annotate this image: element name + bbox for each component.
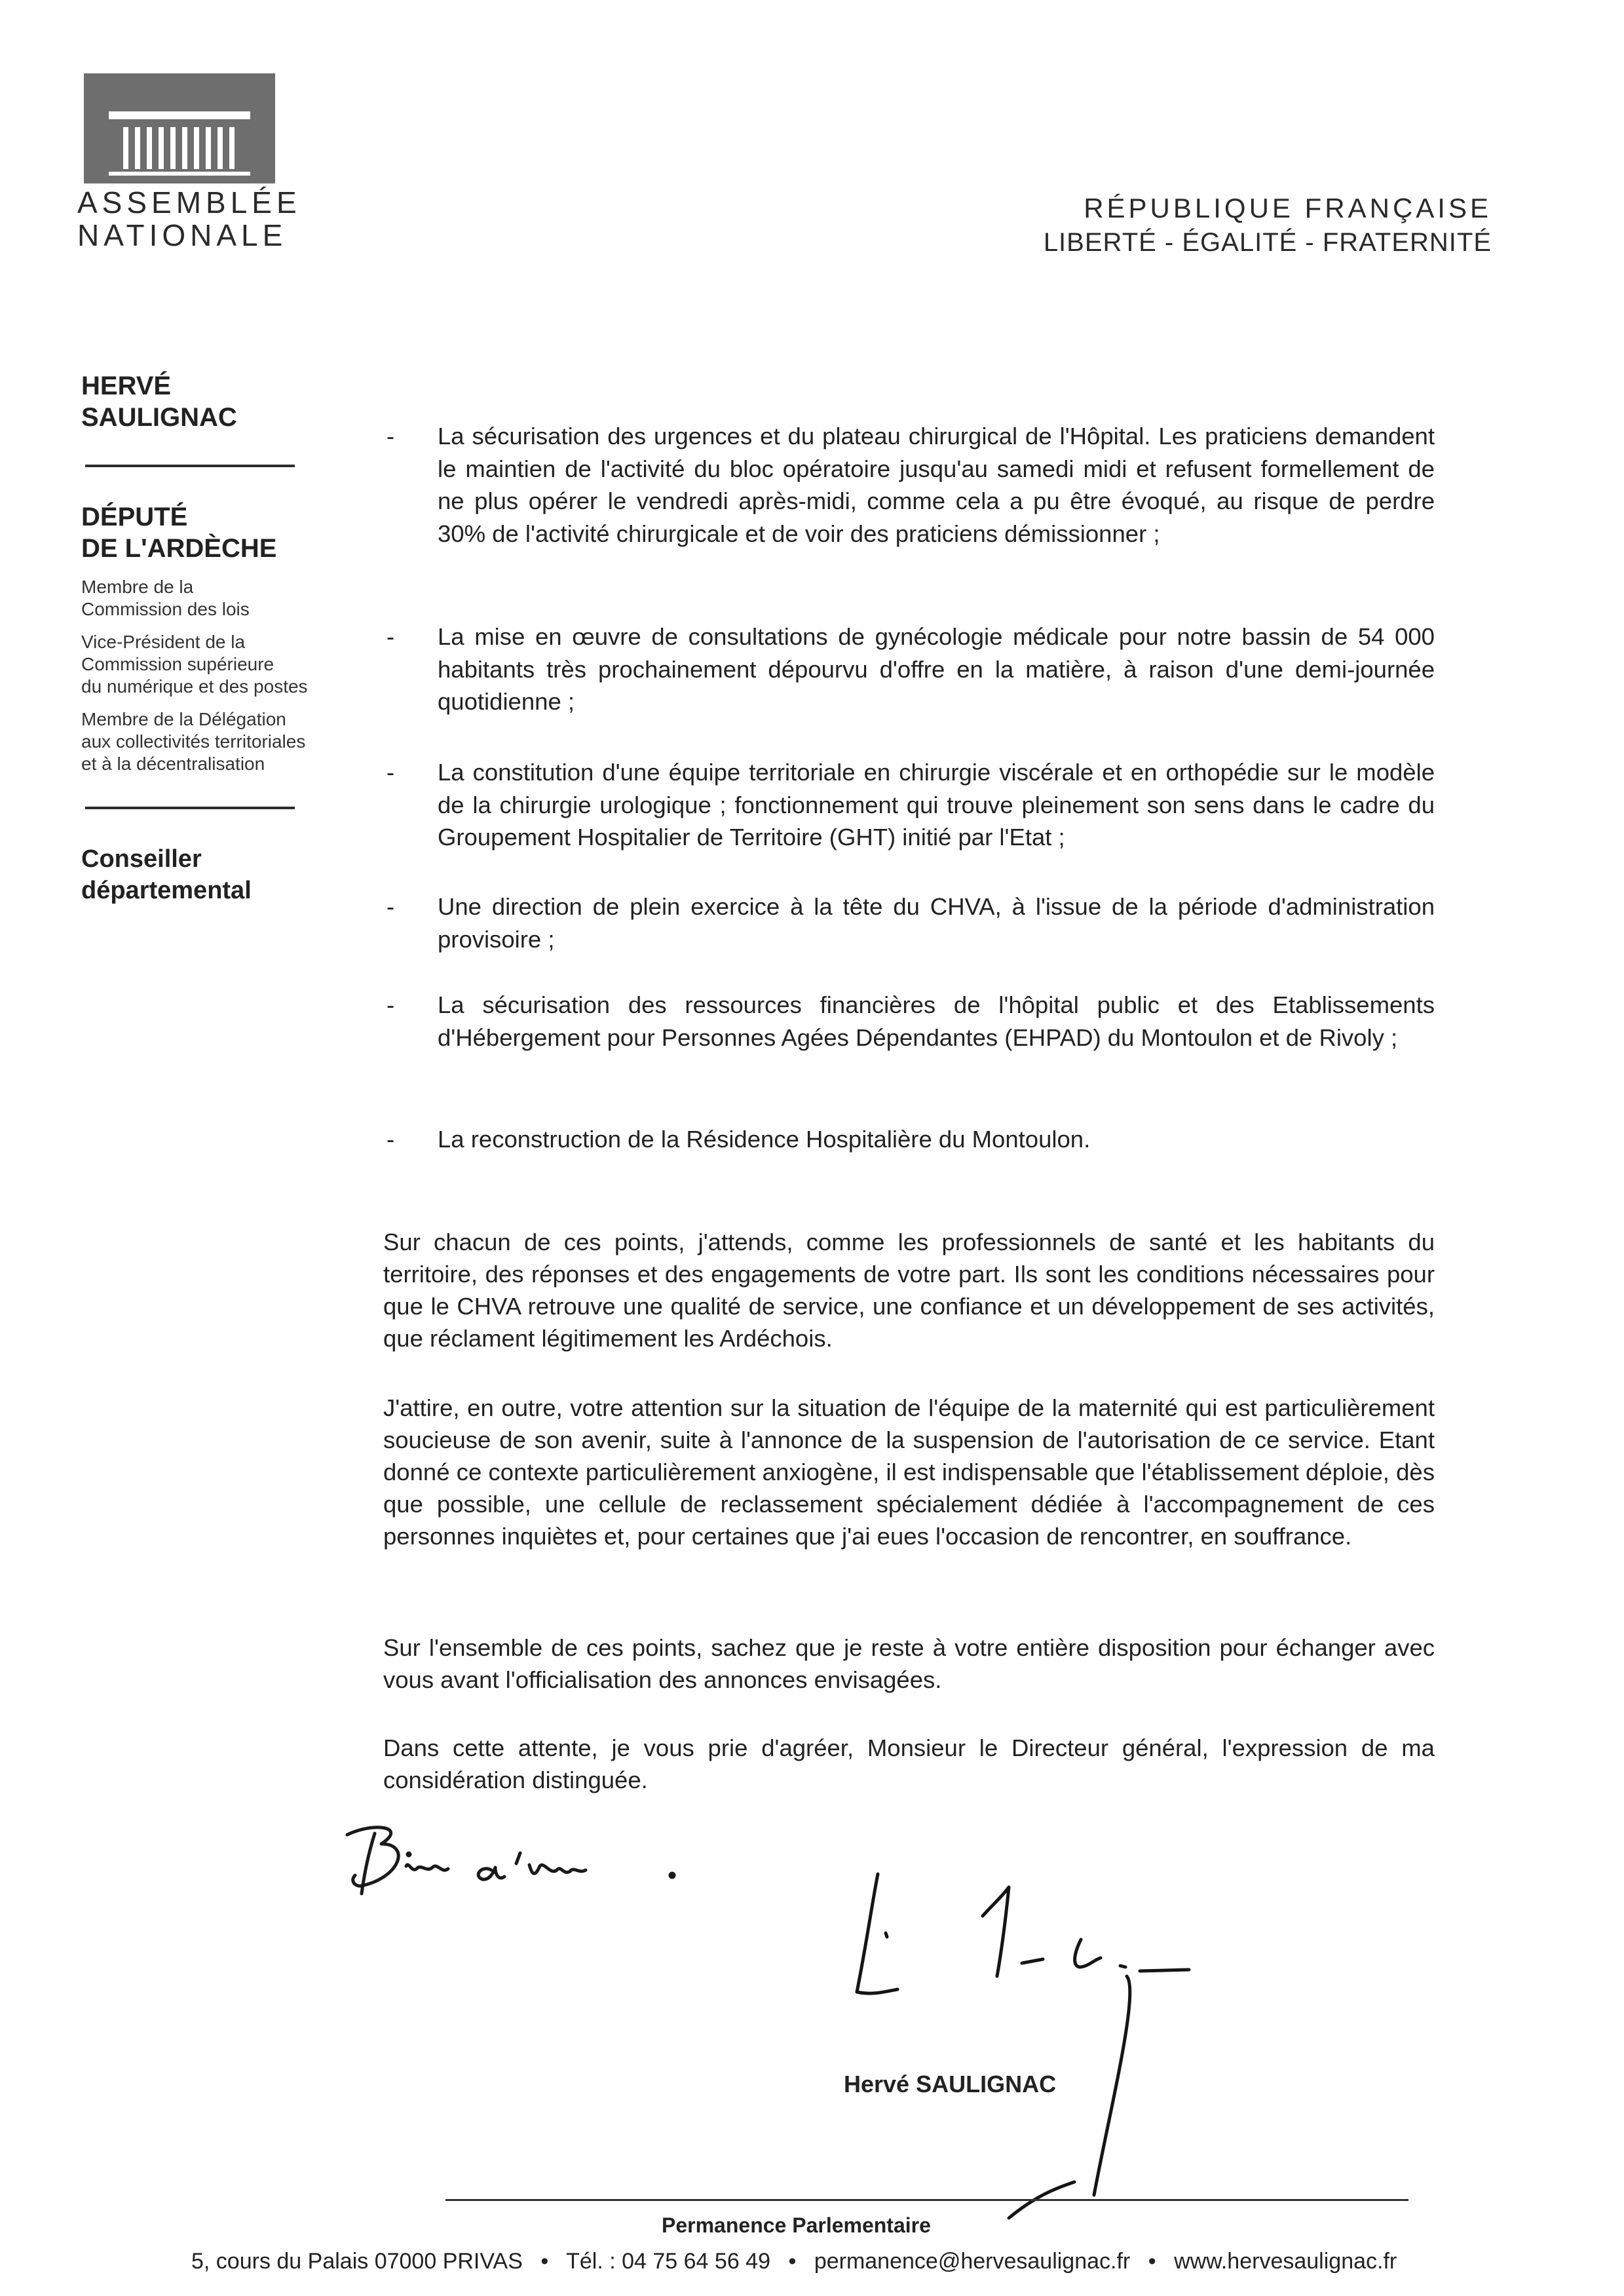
body-paragraph: J'attire, en outre, votre attention sur la situation de l'équipe de la maternité qui est particulièrement soucieuse de son avenir, suite à l'annonce de la suspension de l'autorisation de ce service. Etant donné ce contexte particulièrement anxiogène, il est indispensable que l'établissement déploie, dès que possible, une cellule de reclassement spécialement dédiée à l'accompagnement de ces personnes inquiètes et, pour certaines que j'ai eues l'occasion de rencontrer, en souffrance. — [383, 1394, 1435, 1550]
institution-line-1: ASSEMBLÉE — [77, 185, 301, 220]
republic-motto-line: LIBERTÉ - ÉGALITÉ - FRATERNITÉ — [1043, 228, 1492, 257]
footer-address: 5, cours du Palais 07000 PRIVAS — [191, 2249, 523, 2274]
footer-separator: • — [540, 2249, 549, 2274]
list-item — [387, 890, 1435, 955]
list-item — [387, 989, 1435, 1054]
deputy-first-name: HERVÉ — [81, 372, 172, 400]
mandate-line: Commission des lois — [81, 599, 250, 619]
bullet-dash: - — [387, 991, 395, 1018]
list-item — [387, 756, 1435, 854]
footer-website: www.hervesaulignac.fr — [1174, 2249, 1397, 2274]
deputy-last-name: SAULIGNAC — [81, 403, 237, 432]
body-paragraph: Sur chacun de ces points, j'attends, comme les professionnels de santé et les habitants du territoire, des réponses et des engagements de votre part. Ils sont les conditions nécessaires pour que le CHVA retrouve une qualité de service, une confiance et un développement de ses activités, que réclament légitimement les Ardéchois. — [383, 1229, 1435, 1352]
list-item — [387, 1123, 1435, 1156]
mandate-3 — [81, 708, 356, 775]
footer-separator: • — [788, 2249, 797, 2274]
list-item — [387, 621, 1435, 718]
assemblee-nationale-logo — [84, 73, 275, 183]
footer-divider — [445, 2199, 1408, 2201]
mandate-1 — [81, 576, 356, 621]
republic-title: RÉPUBLIQUE FRANÇAISE — [1084, 193, 1492, 223]
handwritten-signature — [812, 1861, 1284, 2228]
list-item-text: La sécurisation des urgences et du plateau chirurgical de l'Hôpital. Les praticiens demandent le maintien de l'activité du bloc opératoire jusqu'au samedi midi et refusent formellement de ne plus opérer le vendredi après-midi, comme cela a pu être évoqué, au risque de perdre 30% de l'activité chirurgicale et de voir des praticiens démissionner ; — [438, 423, 1435, 547]
footer-title: Permanence Parlementaire — [662, 2213, 931, 2237]
conseiller-scope: départemental — [81, 877, 252, 904]
mandate-line: Vice-Président de la — [81, 632, 246, 652]
role-title: DÉPUTÉ — [81, 503, 188, 531]
footer-phone: Tél. : 04 75 64 56 49 — [566, 2249, 770, 2274]
mandate-line: Membre de la — [81, 577, 194, 597]
body-paragraph: Sur l'ensemble de ces points, sachez que je reste à votre entière disposition pour échanger avec vous avant l'officialisation des annonces envisagées. — [383, 1634, 1435, 1693]
mandate-line: Membre de la Délégation — [81, 709, 286, 729]
bullet-dash: - — [387, 1126, 395, 1153]
list-item-text: La constitution d'une équipe territoriale en chirurgie viscérale et en orthopédie sur le modèle de la chirurgie urologique ; fonctionnement qui trouve pleinement son sens dans le cadre du Groupement Hospitalier de Territoire (GHT) initié par l'Etat ; — [438, 759, 1435, 851]
mandate-line: du numérique et des postes — [81, 676, 308, 697]
list-item-text: La reconstruction de la Résidence Hospitalière du Montoulon. — [438, 1126, 1091, 1153]
institution-name — [77, 186, 301, 252]
bullet-dash: - — [387, 423, 395, 450]
list-item — [387, 420, 1435, 550]
institution-line-2: NATIONALE — [77, 218, 288, 252]
footer-contact — [191, 2249, 1397, 2274]
footer-email: permanence@hervesaulignac.fr — [814, 2249, 1131, 2274]
signatory-name: Hervé SAULIGNAC — [844, 2071, 1057, 2097]
list-item-text: La sécurisation des ressources financières de l'hôpital public et des Etablissements d'Hébergement pour Personnes Agées Dépendantes (EHPAD) du Montoulon et de Rivoly ; — [438, 991, 1435, 1051]
handwritten-closing-note — [335, 1815, 702, 1913]
hemicycle-columns-icon — [84, 73, 275, 183]
list-item-text: Une direction de plein exercice à la tête du CHVA, à l'issue de la période d'administration provisoire ; — [438, 893, 1435, 953]
conseiller-title: Conseiller — [81, 845, 202, 873]
sidebar-divider — [85, 807, 295, 809]
sidebar-divider — [85, 465, 295, 467]
bullet-dash: - — [387, 893, 395, 920]
mandate-line: Commission supérieure — [81, 654, 274, 674]
role-constituency: DE L'ARDÈCHE — [81, 534, 277, 563]
mandate-line: et à la décentralisation — [81, 754, 265, 774]
bullet-dash: - — [387, 623, 395, 650]
body-paragraph: Dans cette attente, je vous prie d'agréer, Monsieur le Directeur général, l'expression de ma considération distinguée. — [383, 1734, 1435, 1793]
footer-separator: • — [1148, 2249, 1156, 2274]
mandate-2 — [81, 631, 356, 698]
republic-motto — [1044, 191, 1492, 259]
bullet-dash: - — [387, 759, 395, 786]
sidebar — [81, 370, 356, 906]
mandate-line: aux collectivités territoriales — [81, 731, 306, 752]
list-item-text: La mise en œuvre de consultations de gynécologie médicale pour notre bassin de 54 000 habitants très prochainement dépourvu d'offre en la matière, à raison d'une demi-journée quotidienne ; — [438, 623, 1435, 715]
